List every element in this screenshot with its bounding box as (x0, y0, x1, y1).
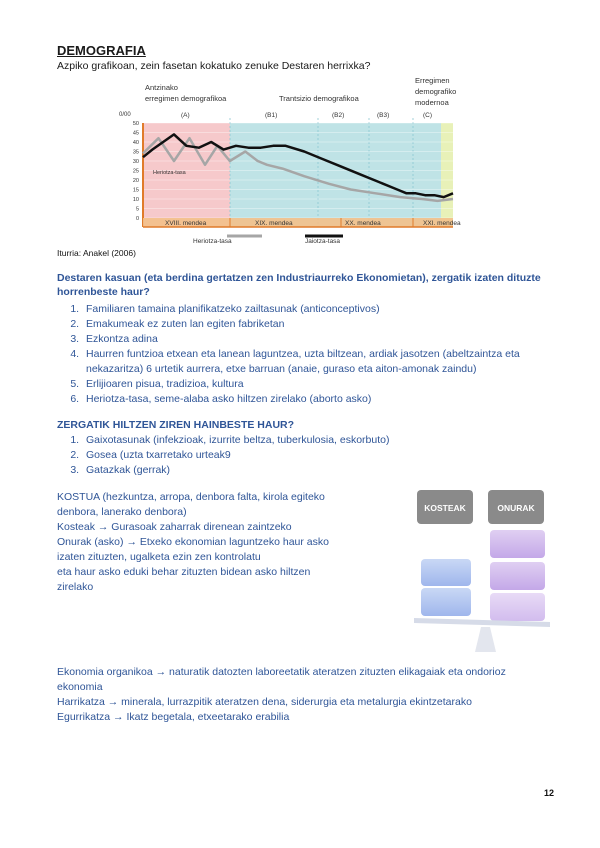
y-tick-label: 0 (135, 216, 139, 222)
phase-title-modern-2: demografiko (415, 87, 457, 96)
scale-fulcrum (475, 627, 496, 652)
question-why-children-died: ZERGATIK HILTZEN ZIREN HAINBESTE HAUR? (57, 419, 295, 431)
benefit-block (490, 562, 545, 590)
phase-title-transition: Trantsizio demografikoa (279, 94, 359, 103)
list-item: 2. Gosea (uzta txarretako urteak9 (82, 448, 547, 463)
page-title: DEMOGRAFIA (57, 43, 146, 58)
phase-label-C: (C) (423, 112, 433, 119)
question-why-many-children: Destaren kasuan (eta berdina gertatzen zen Industriaurreko Ekonomietan), zergatik izaten dituzte horrenbeste haur? (57, 272, 541, 298)
costs-line: KOSTUA (hezkuntza, arropa, denbora falta, kirola egiteko (57, 491, 325, 503)
phase-label-B3: (B3) (377, 112, 390, 119)
list-item: 4. Haurren funtzioa etxean eta lanean laguntzea, uzta biltzean, ardiak jasotzen (abeltzaintza eta nekazaritza) 6 urtetik aurrera, etxe barruan (anaie, guraso eta aiton-amonak zaindu) (82, 347, 547, 377)
causes-list (57, 433, 547, 478)
economy-line: Egurrikatza → Ikatz begetala, etxeetarako erabilia (57, 711, 290, 723)
y-tick-label: 50 (132, 121, 139, 127)
costs-line: Onurak (asko) → Etxeko ekonomian laguntzeko haur asko (57, 536, 329, 548)
costs-line: Kosteak → Gurasoak zaharrak direnean zaintzeko (57, 521, 292, 533)
phase-title-modern-1: Erregimen (415, 76, 450, 85)
demographic-transition-chart (107, 74, 477, 250)
y-tick-label: 40 (132, 140, 139, 146)
y-tick-label: 45 (132, 130, 139, 137)
list-item: 1. Familiaren tamaina planifikatzeko zailtasunak (anticonceptivos) (82, 302, 547, 317)
y-tick-label: 35 (132, 149, 139, 156)
y-tick-label: 10 (132, 197, 139, 203)
phase-label-B2: (B2) (332, 112, 345, 119)
section-why-many-children (57, 271, 547, 407)
phase-title-ancient-1: Antzinako (145, 83, 178, 92)
economy-line: ekonomia (57, 681, 103, 693)
cost-block (421, 588, 471, 616)
inline-death-rate-label: Heriotza-tasa (153, 170, 186, 176)
section-why-children-died (57, 418, 547, 478)
list-item: 3. Ezkontza adina (82, 332, 547, 347)
balance-scale-graphic (400, 482, 570, 658)
y-tick-label: 30 (132, 159, 139, 165)
costs-line: zirelako (57, 581, 94, 593)
list-item: 3. Gatazkak (gerrak) (82, 463, 547, 478)
cost-block (421, 559, 471, 586)
list-item: 2. Emakumeak ez zuten lan egiten fabriketan (82, 317, 547, 332)
onurak-label: ONURAK (497, 503, 535, 513)
phase-title-modern-3: modernoa (415, 98, 449, 107)
economy-notes (57, 665, 557, 725)
y-axis-label: 0/00 (119, 112, 131, 118)
costs-line: eta haur asko eduki behar zituzten bidean asko hiltzen (57, 566, 311, 578)
y-tick-label: 5 (135, 206, 139, 213)
legend-death-label: Heriotza-tasa (193, 238, 232, 245)
costs-benefits-text (57, 490, 377, 595)
page-number: 12 (544, 788, 555, 798)
phase-title-ancient-2: erregimen demografikoa (145, 94, 227, 103)
list-item: 6. Heriotza-tasa, seme-alaba asko hiltzen zirelako (aborto asko) (82, 392, 547, 407)
century-label-20: XX. mendea (345, 220, 381, 227)
century-label-19: XIX. mendea (255, 220, 293, 227)
century-label-18: XVIII. mendea (165, 220, 207, 227)
costs-line: izaten zituzten, ugalketa ezin zen kontrolatu (57, 551, 261, 563)
benefit-block (490, 530, 545, 558)
phase-B-bg (230, 123, 441, 227)
phase-label-B1: (B1) (265, 112, 278, 119)
phase-label-A: (A) (181, 112, 190, 119)
costs-line: denbora, lanerako denbora) (57, 506, 187, 518)
chart-source: Iturria: Anakel (2006) (57, 248, 136, 258)
list-item: 1. Gaixotasunak (infekzioak, izurrite beltza, tuberkulosia, eskorbuto) (82, 433, 547, 448)
legend-birth-label: Jaiotza-tasa (305, 238, 341, 245)
y-tick-label: 20 (132, 178, 139, 184)
page-subtitle: Azpiko grafikoan, zein fasetan kokatuko zenuke Destaren herrixka? (57, 60, 371, 72)
list-item: 5. Erlijioaren pisua, tradizioa, kultura (82, 377, 547, 392)
phase-C-bg (441, 123, 453, 227)
economy-line: Ekonomia organikoa → naturatik datozten laboreetatik ateratzen zituzten elikagaiak eta ondorioz (57, 666, 506, 678)
y-tick-label: 15 (132, 187, 139, 194)
reasons-list (57, 302, 547, 407)
benefit-block (490, 593, 545, 621)
kosteak-label: KOSTEAK (424, 503, 466, 513)
economy-line: Harrikatza → minerala, lurrazpitik ateratzen dena, siderurgia eta metalurgia ekintzetarako (57, 696, 472, 708)
y-tick-label: 25 (132, 168, 139, 175)
century-label-21: XXI. mendea (423, 220, 461, 227)
